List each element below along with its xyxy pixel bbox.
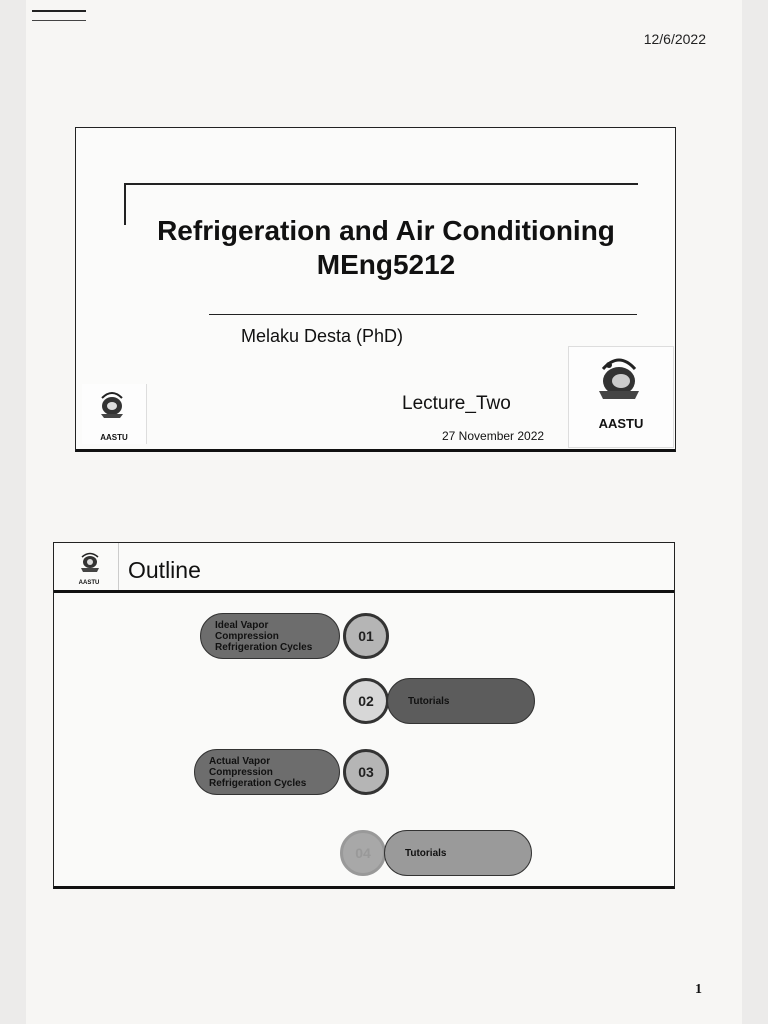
lecture-date: 27 November 2022: [442, 429, 545, 443]
outline-number-text: 02: [358, 693, 374, 709]
outline-slide: [53, 542, 675, 889]
print-date: 12/6/2022: [643, 31, 706, 47]
header-rule: [54, 590, 674, 593]
outline-item-1: [200, 613, 340, 659]
outline-item-label: Tutorials: [405, 847, 447, 859]
outline-number-3: [343, 749, 389, 795]
outline-item-3: [194, 749, 340, 795]
outline-item-label: Ideal Vapor Compression Refrigeration Cycles: [215, 619, 313, 653]
outline-item-2: [387, 678, 535, 724]
title-slide: [75, 127, 676, 452]
outline-number-1: [343, 613, 389, 659]
aastu-logo-small: [82, 384, 147, 444]
corner-mark: [32, 10, 86, 21]
aastu-logo-large: [568, 346, 674, 448]
outline-number-4: [340, 830, 386, 876]
aastu-logo-header: [64, 549, 114, 589]
outline-title: Outline: [128, 557, 201, 583]
outline-item-label: Actual Vapor Compression Refrigeration Cycles: [209, 755, 307, 789]
outline-number-text: 01: [358, 628, 374, 644]
title-top-rule: [124, 183, 638, 185]
outline-item-label: Tutorials: [408, 695, 450, 707]
outline-number-2: [343, 678, 389, 724]
aastu-emblem-icon: [82, 384, 146, 428]
lecture-label: Lecture_Two: [402, 393, 511, 414]
aastu-emblem-icon: [64, 549, 114, 575]
logo-text: AASTU: [78, 580, 100, 586]
slide-title-line2: MEng5212: [316, 249, 456, 280]
slide-title: [116, 214, 656, 282]
outline-number-text: 03: [358, 764, 374, 780]
outline-number-text: 04: [355, 845, 371, 861]
outline-item-4: [384, 830, 532, 876]
page-number: 1: [695, 982, 702, 997]
slide-title-line1: Refrigeration and Air Conditioning: [157, 215, 615, 246]
header-divider: [118, 543, 119, 590]
title-mid-rule: [209, 314, 637, 315]
aastu-emblem-icon: [569, 347, 673, 411]
logo-text: AASTU: [100, 433, 128, 442]
logo-text: AASTU: [598, 416, 644, 431]
author-name: Melaku Desta (PhD): [241, 326, 404, 346]
